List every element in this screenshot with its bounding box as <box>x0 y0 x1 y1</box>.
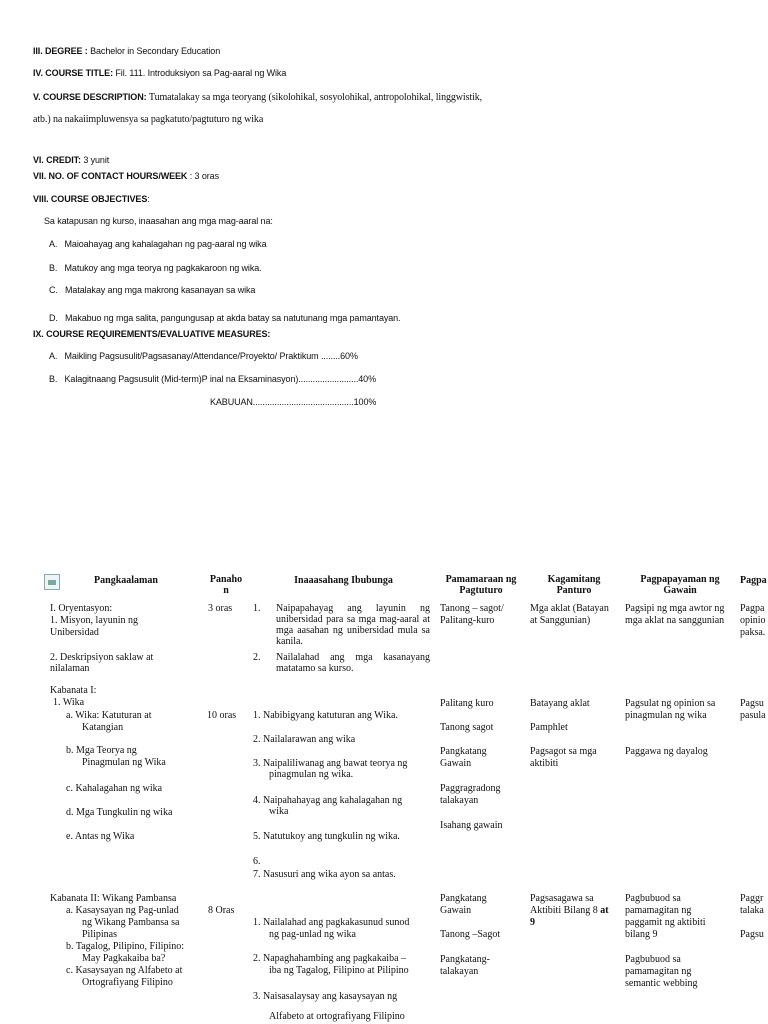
requirements-heading <box>33 329 270 339</box>
r3-enrichment: paggamit ng aktibiti <box>625 917 706 928</box>
r2-material: aktibiti <box>530 758 559 769</box>
r3-method: Gawain <box>440 905 472 916</box>
objectives-colon: : <box>147 194 150 204</box>
r3-subtopic: ng Wikang Pambansa sa <box>82 917 180 928</box>
r1-topic: 1. Misyon, layunin ng <box>50 615 139 626</box>
r2-enrichment: pinagmulan ng wika <box>625 710 707 721</box>
r3-subtopic: a. Kasaysayan ng Pag-unlad <box>66 905 179 916</box>
r3-subtopic: Pilipinas <box>82 929 118 940</box>
objective-item <box>49 239 266 249</box>
objective-text: Maioahayag ang kahalagahan ng pag-aaral ng wika <box>64 239 267 249</box>
r3-material <box>530 905 609 916</box>
r3-outcome: ng pag-unlad ng wika <box>269 929 356 940</box>
r2-outcome: 2. Nailalarawan ang wika <box>253 734 356 745</box>
objectives-heading <box>33 194 150 204</box>
r2-enrichment: Paggawa ng dayalog <box>625 746 708 757</box>
objective-letter: D. <box>49 313 58 323</box>
course-title-value: Fil. 111. Introduksiyon sa Pag-aaral ng Wika <box>115 68 287 78</box>
course-description-text-1: Tumatalakay sa mga teoryang (sikolohikal, sosyolohikal, antropolohikal, linggwistik, <box>148 92 483 103</box>
broken-image-icon <box>44 574 60 590</box>
r2-outcome: 6. <box>253 856 261 867</box>
header-inaasahang-ibubunga: Inaaasahang Ibubunga <box>294 575 393 586</box>
header-pagpapayaman-line2: Gawain <box>663 585 697 596</box>
header-pangkaalaman: Pangkaalaman <box>94 575 158 586</box>
header-kagamitang <box>530 574 618 596</box>
requirement-letter: B. <box>49 374 58 384</box>
header-pamamaraan-line2: Pagtuturo <box>459 585 503 596</box>
r3-enrichment: bilang 9 <box>625 929 658 940</box>
r1-outcome-number: 2. <box>253 652 261 663</box>
r2-subtopic: Pinagmulan ng Wika <box>82 757 166 768</box>
r3-material <box>530 917 535 928</box>
requirement-text: Kalagitnaang Pagsusulit (Mid-term)P inal na Eksaminasyon).........................40% <box>64 374 376 384</box>
r3-material-text: Aktibiti Bilang 8 <box>530 905 598 916</box>
r2-method: Paggragradong <box>440 783 501 794</box>
r3-subtopic: c. Kasaysayan ng Alfabeto at <box>66 965 183 976</box>
r1-method: Palitang-kuro <box>440 615 495 626</box>
r1-material: Mga aklat (Batayan <box>530 603 609 614</box>
r3-method: Tanong –Sagot <box>440 929 501 940</box>
r3-outcome: 1. Nailalahad ang pagkakasunud sunod <box>253 917 410 928</box>
r1-time: 3 oras <box>208 603 233 614</box>
r2-method: Palitang kuro <box>440 698 494 709</box>
header-pagpa: Pagpa <box>740 575 767 586</box>
objective-item <box>49 263 262 273</box>
header-pamamaraan-line1: Pamamaraan ng <box>445 574 517 585</box>
course-description-line <box>33 92 482 103</box>
r3-enrichment: Pagbubuod sa <box>625 893 681 904</box>
r3-method: Pangkatang <box>440 893 487 904</box>
r2-assessment: Pagsu <box>740 698 764 709</box>
r2-method: Pangkatang <box>440 746 487 757</box>
course-description-label: V. COURSE DESCRIPTION: <box>33 92 147 102</box>
r2-method: Gawain <box>440 758 472 769</box>
contact-hours-line <box>33 171 219 181</box>
header-pagpapayaman <box>626 574 734 596</box>
course-description-text-2: atb.) na nakaiimpluwensya sa pagkatuto/pagtuturo ng wika <box>33 114 264 125</box>
r2-subtopic: a. Wika: Katuturan at <box>66 710 152 721</box>
credit-value: 3 yunit <box>83 155 110 165</box>
r2-material: Pamphlet <box>530 722 568 733</box>
objectives-label: VIII. COURSE OBJECTIVES <box>33 194 148 204</box>
r1-enrichment: Pagsipi ng mga awtor ng <box>625 603 725 614</box>
r1-outcome-text: Naipapahayag ang layunin ng unibersidad para sa mga mag-aaral at mga aasahan ng unibersidad mula sa kanila. <box>276 603 430 647</box>
contact-hours-value: : 3 oras <box>189 171 219 181</box>
r3-outcome: iba ng Tagalog, Filipino at Pilipino <box>269 965 409 976</box>
objective-letter: A. <box>49 239 58 249</box>
r2-method: Isahang gawain <box>440 820 503 831</box>
r3-enrichment: semantic webbing <box>625 978 698 989</box>
objective-item <box>49 285 255 295</box>
r3-material-bold: at <box>600 905 609 916</box>
contact-hours-label: VII. NO. OF CONTACT HOURS/WEEK <box>33 171 188 181</box>
r3-outcome: 2. Napaghahambing ang pagkakaiba – <box>253 953 407 964</box>
objectives-intro: Sa katapusan ng kurso, inaasahan ang mga mag-aaral na: <box>44 216 273 226</box>
degree-line <box>33 46 220 56</box>
objective-text: Makabuo ng mga salita, pangungusap at akda batay sa natutunang mga pamantayan. <box>65 313 401 323</box>
r2-subtopic: d. Mga Tungkulin ng wika <box>66 807 173 818</box>
r3-enrichment: pamamagitan ng <box>625 966 692 977</box>
header-panahon-line1: Panaho <box>209 574 243 585</box>
r3-chapter: Kabanata II: Wikang Pambansa <box>50 893 177 904</box>
r2-time: 10 oras <box>207 710 237 721</box>
header-panahon <box>206 574 246 596</box>
r2-subtopic: b. Mga Teorya ng <box>66 745 137 756</box>
r1-topic: Unibersidad <box>50 627 99 638</box>
requirements-label: IX. COURSE REQUIREMENTS/EVALUATIVE MEASURES: <box>33 329 271 339</box>
r3-subtopic: Ortografiyang Filipino <box>82 977 173 988</box>
r3-material: Pagsasagawa sa <box>530 893 594 904</box>
r1-enrichment: mga aklat na sanggunian <box>625 615 725 626</box>
r1-material: at Sanggunian) <box>530 615 591 626</box>
course-title-line <box>33 68 286 78</box>
r3-assessment: talaka <box>740 905 764 916</box>
r2-material: Pagsagot sa mga <box>530 746 597 757</box>
credit-label: VI. CREDIT: <box>33 155 81 165</box>
r2-assessment: pasula <box>740 710 766 721</box>
r3-outcome: 3. Naisasalaysay ang kasaysayan ng <box>253 991 398 1002</box>
degree-value: Bachelor in Secondary Education <box>90 46 221 56</box>
r3-material-bold: 9 <box>530 917 535 928</box>
r1-assessment: paksa. <box>740 627 766 638</box>
r1-method: Tanong – sagot/ <box>440 603 504 614</box>
r3-subtopic: b. Tagalog, Pilipino, Filipino: <box>66 941 185 952</box>
r1-outcome-text: Nailalahad ang mga kasanayang matatamo sa kurso. <box>276 652 430 674</box>
r3-enrichment: pamamagitan ng <box>625 905 692 916</box>
header-panahon-line2: n <box>223 585 229 596</box>
r2-subtopic: e. Antas ng Wika <box>66 831 135 842</box>
r2-method: talakayan <box>440 795 479 806</box>
objective-letter: C. <box>49 285 58 295</box>
r1-assessment: Pagpa <box>740 603 765 614</box>
r1-topic: I. Oryentasyon: <box>50 603 113 614</box>
r3-method: talakayan <box>440 966 479 977</box>
header-pamamaraan <box>438 574 524 596</box>
objective-letter: B. <box>49 263 58 273</box>
course-title-label: IV. COURSE TITLE: <box>33 68 113 78</box>
requirement-item <box>49 374 376 384</box>
r3-assessment: Paggr <box>740 893 764 904</box>
objective-text: Matalakay ang mga makrong kasanayan sa wika <box>65 285 256 295</box>
r1-topic: nilalaman <box>50 663 90 674</box>
header-kagamitang-line2: Panturo <box>556 585 592 596</box>
r2-outcome: 5. Natutukoy ang tungkulin ng wika. <box>253 831 400 842</box>
requirement-text: Maikling Pagsusulit/Pagsasanay/Attendance/Proyekto/ Praktikum ........60% <box>64 351 358 361</box>
r2-outcome: 3. Naipaliliwanag ang bawat teorya ng <box>253 758 408 769</box>
r2-subtopic: c. Kahalagahan ng wika <box>66 783 163 794</box>
r1-assessment: opinio <box>740 615 766 626</box>
r2-outcome: 1. Nabibigyang katuturan ang Wika. <box>253 710 398 721</box>
r2-chapter: Kabanata I: <box>50 685 97 696</box>
r3-time: 8 Oras <box>208 905 235 916</box>
r2-enrichment: Pagsulat ng opinion sa <box>625 698 716 709</box>
r3-method: Pangkatang- <box>440 954 490 965</box>
r3-enrichment: Pagbubuod sa <box>625 954 681 965</box>
r2-subtopic: Katangian <box>82 722 124 733</box>
total-line: KABUUAN..........................................100% <box>210 397 377 407</box>
degree-label: III. DEGREE : <box>33 46 88 56</box>
r2-outcome: wika <box>269 806 289 817</box>
r1-topic: 2. Deskripsiyon saklaw at <box>50 652 154 663</box>
r2-method: Tanong sagot <box>440 722 494 733</box>
r2-outcome: 4. Naipahahayag ang kahalagahan ng <box>253 795 403 806</box>
requirement-item <box>49 351 358 361</box>
r2-outcome: pinagmulan ng wika. <box>269 769 354 780</box>
r3-assessment: Pagsu <box>740 929 764 940</box>
r3-subtopic: May Pagkakaiba ba? <box>82 953 166 964</box>
objective-item <box>49 313 400 323</box>
objective-text: Matukoy ang mga teorya ng pagkakaroon ng wika. <box>64 263 262 273</box>
credit-line <box>33 155 109 165</box>
r2-topic: 1. Wika <box>53 697 85 708</box>
r3-outcome: Alfabeto at ortografiyang Filipino <box>269 1011 405 1022</box>
requirement-letter: A. <box>49 351 58 361</box>
r2-outcome: 7. Nasusuri ang wika ayon sa antas. <box>253 869 396 880</box>
r1-outcome-number: 1. <box>253 603 261 614</box>
header-kagamitang-line1: Kagamitang <box>547 574 601 585</box>
r2-material: Batayang aklat <box>530 698 590 709</box>
header-pagpapayaman-line1: Pagpapayaman ng <box>640 574 720 585</box>
